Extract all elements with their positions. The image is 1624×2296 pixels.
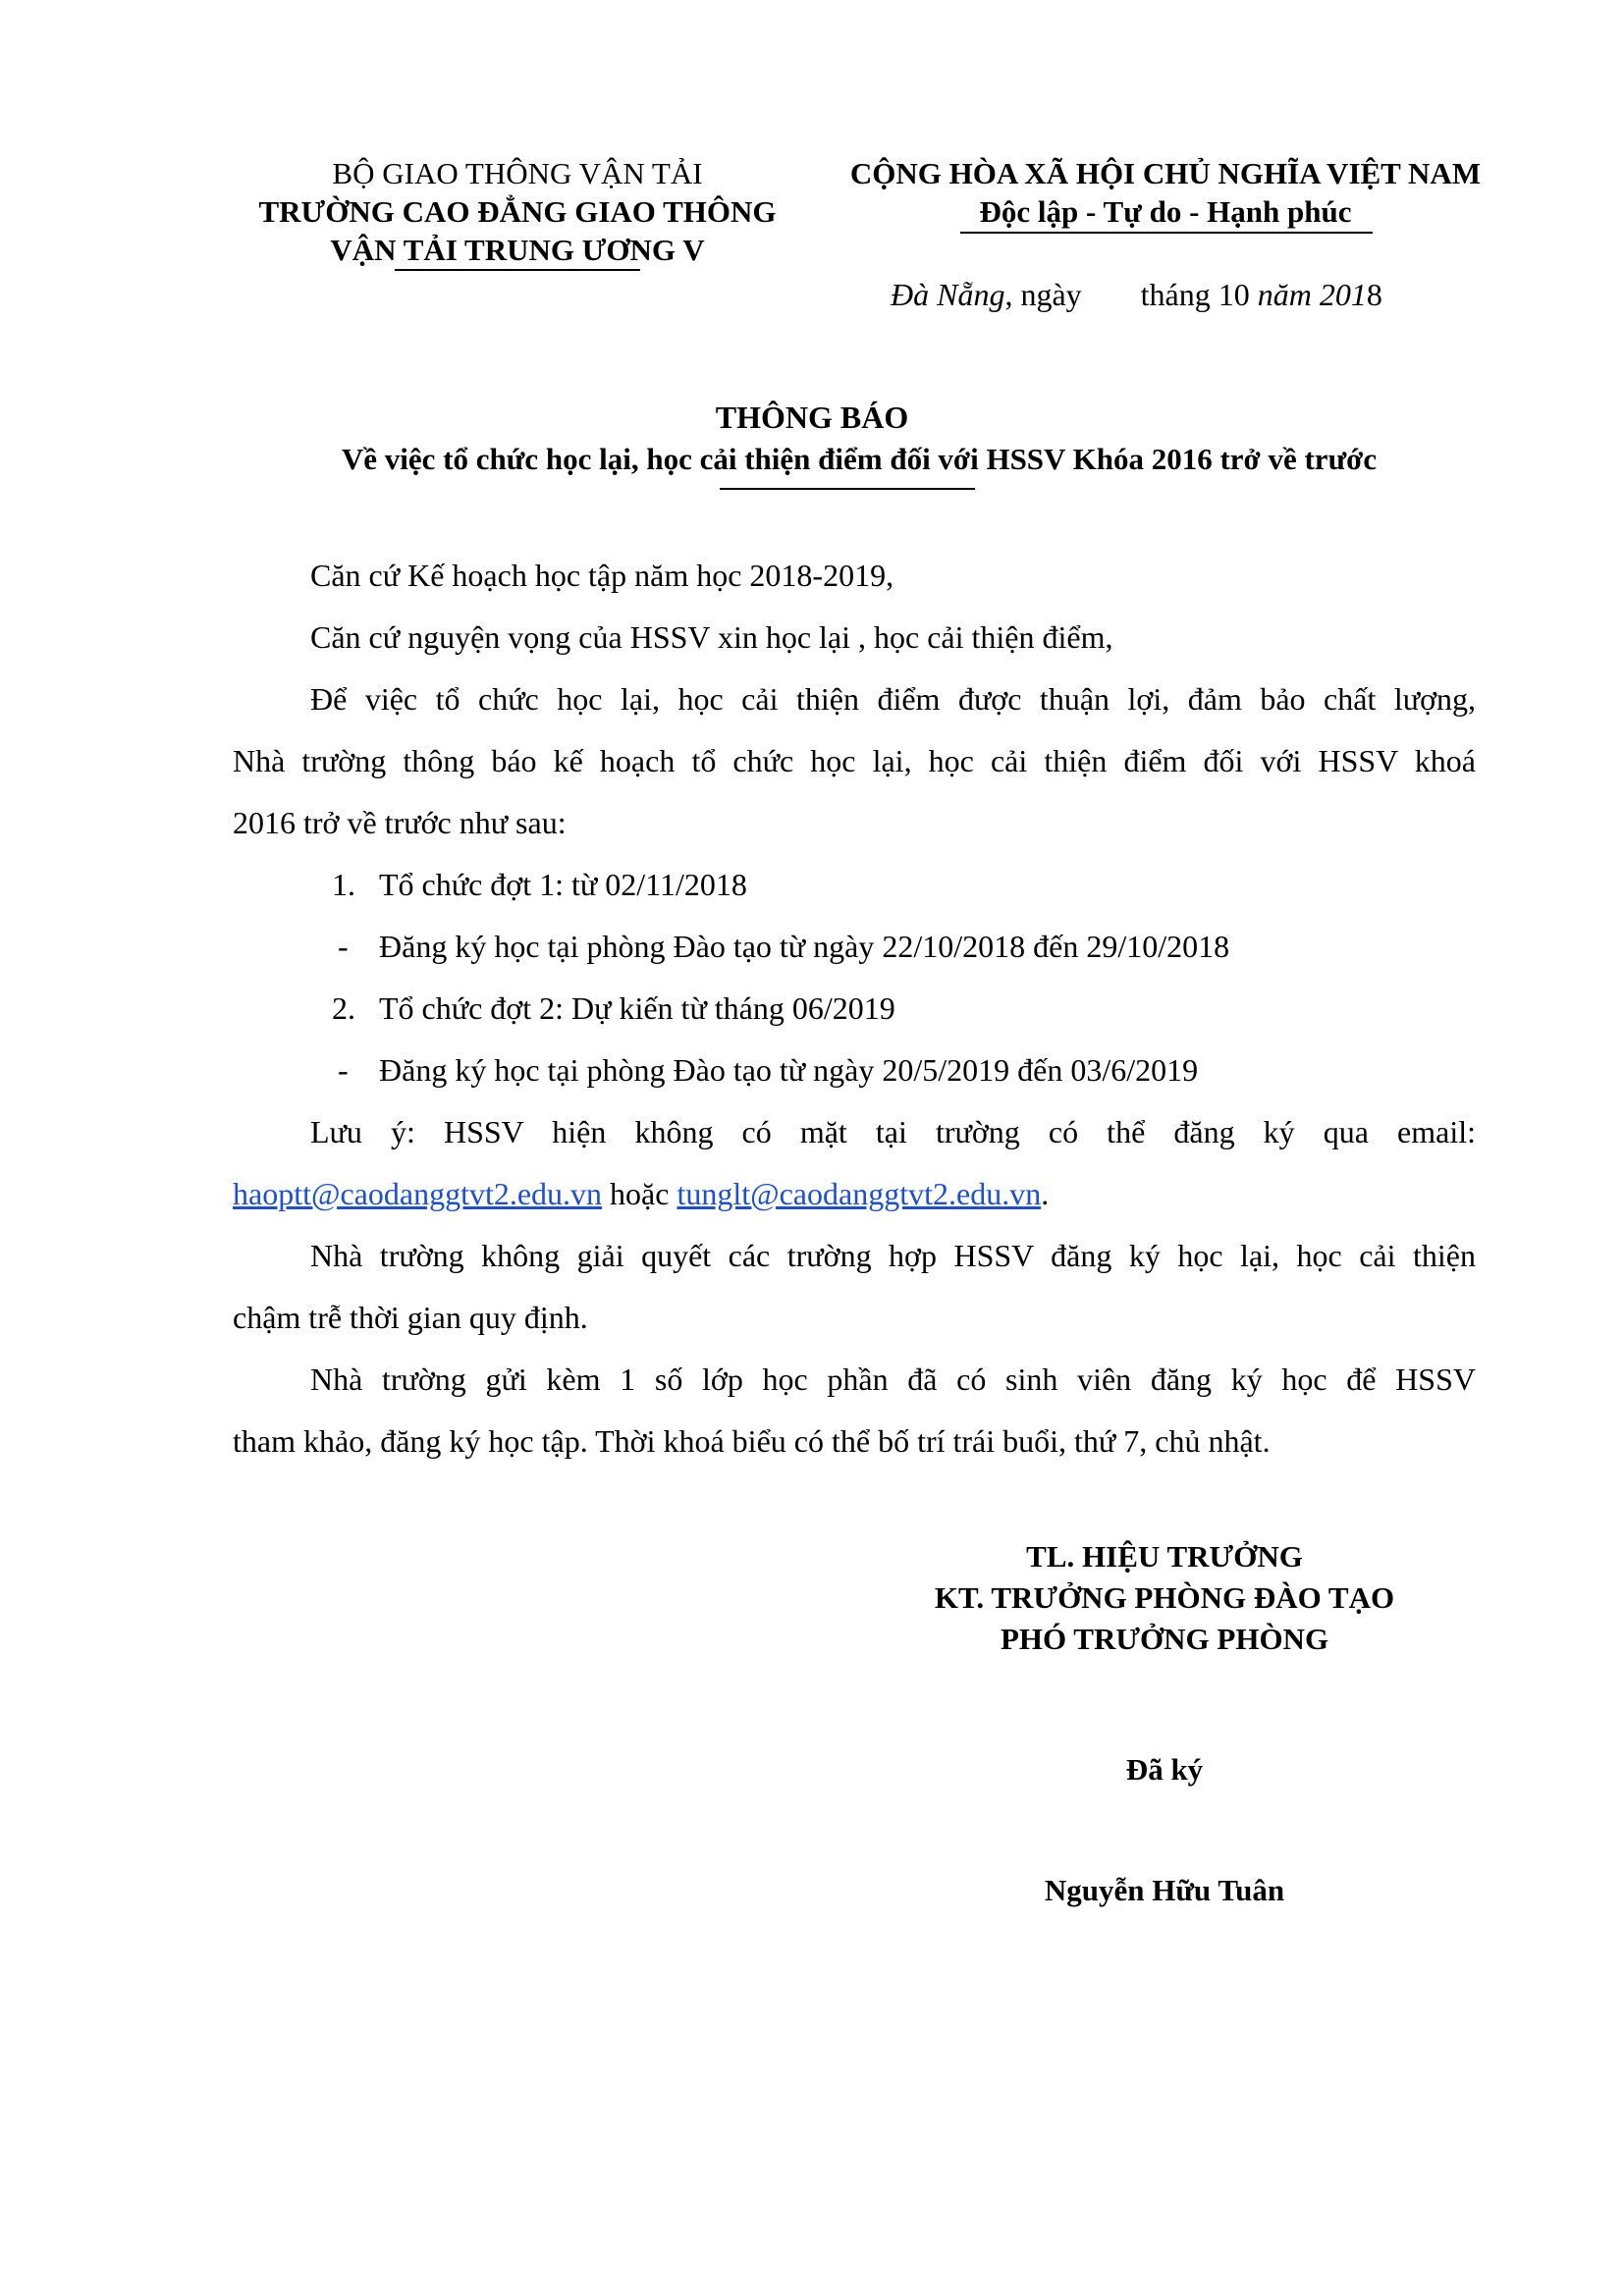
header-left-underline: [395, 269, 640, 271]
signature-line1: TL. HIỆU TRƯỞNG: [1026, 1539, 1303, 1574]
paragraph-late-line2: chậm trễ thời gian quy định.: [233, 1300, 588, 1335]
list-item-2: Tổ chức đợt 2: Dự kiến từ tháng 06/2019: [379, 990, 895, 1026]
country-name: CỘNG HÒA XÃ HỘI CHỦ NGHĨA VIỆT NAM: [849, 156, 1482, 190]
date-year-last: 8: [1366, 277, 1382, 312]
note-or: hoặc: [602, 1176, 677, 1211]
document-subject: Về việc tổ chức học lại, học cải thiện điểm đối với HSSV Khóa 2016 trở về trước: [341, 442, 1378, 476]
date-year: năm 201: [1257, 277, 1367, 312]
motto-underline: [960, 232, 1373, 234]
date-day-label: , ngày: [1004, 277, 1082, 312]
paragraph-purpose-line1: Để việc tổ chức học lại, học cải thiện điểm được thuận lợi, đảm bảo chất lượng,: [310, 681, 1476, 717]
ministry-name: BỘ GIAO THÔNG VẬN TẢI: [332, 156, 703, 190]
note-line1: Lưu ý: HSSV hiện không có mặt tại trường có thể đăng ký qua email:: [310, 1114, 1476, 1149]
signature-line2: KT. TRƯỞNG PHÒNG ĐÀO TẠO: [934, 1580, 1395, 1615]
date-place: Đà Nẵng: [891, 277, 1005, 312]
list-subitem-1: Đăng ký học tại phòng Đào tạo từ ngày 22/10/2018 đến 29/10/2018: [379, 929, 1230, 964]
document-title: THÔNG BÁO: [715, 400, 909, 435]
list-item-1: Tổ chức đợt 1: từ 02/11/2018: [379, 867, 747, 902]
paragraph-attachment-line1: Nhà trường gửi kèm 1 số lớp học phần đã có sinh viên đăng ký học để HSSV: [310, 1362, 1476, 1397]
paragraph-basis-1: Căn cứ Kế hoạch học tập năm học 2018-2019,: [310, 558, 894, 593]
note-period: .: [1041, 1176, 1050, 1211]
paragraph-attachment-line2: tham khảo, đăng ký học tập. Thời khoá biểu có thể bố trí trái buổi, thứ 7, chủ nhật.: [233, 1423, 1271, 1459]
signed-mark: Đã ký: [1125, 1752, 1204, 1787]
email-link-haoptt[interactable]: haoptt@caodanggtvt2.edu.vn: [233, 1176, 603, 1211]
list-subitem-2: Đăng ký học tại phòng Đào tạo từ ngày 20/5/2019 đến 03/6/2019: [379, 1052, 1199, 1088]
title-underline: [720, 488, 975, 490]
signature-line3: PHÓ TRƯỞNG PHÒNG: [1000, 1622, 1329, 1656]
signer-name: Nguyễn Hữu Tuân: [1044, 1873, 1285, 1907]
national-motto: Độc lập - Tự do - Hạnh phúc: [979, 194, 1352, 229]
email-link-tunglt[interactable]: tunglt@caodanggtvt2.edu.vn: [677, 1176, 1042, 1211]
paragraph-basis-2: Căn cứ nguyện vọng của HSSV xin học lại , học cải thiện điểm,: [310, 619, 1113, 655]
date-month: tháng 10: [1140, 277, 1250, 312]
list-dash-2: -: [338, 1052, 349, 1088]
school-name-line1: TRƯỜNG CAO ĐẲNG GIAO THÔNG: [258, 194, 777, 229]
paragraph-purpose-line2: Nhà trường thông báo kế hoạch tổ chức học lại, học cải thiện điểm đối với HSSV khoá: [233, 743, 1476, 778]
list-dash-1: -: [338, 929, 349, 964]
date-line: [891, 277, 1382, 313]
school-name-line2: VẬN TẢI TRUNG ƯƠNG V: [330, 233, 705, 267]
paragraph-purpose-line3: 2016 trở về trước như sau:: [233, 805, 567, 840]
list-item-number-2: 2.: [332, 990, 355, 1026]
paragraph-late-line1: Nhà trường không giải quyết các trường hợp HSSV đăng ký học lại, học cải thiện: [310, 1238, 1476, 1273]
list-item-number-1: 1.: [332, 867, 355, 902]
note-line2: [233, 1176, 1049, 1212]
